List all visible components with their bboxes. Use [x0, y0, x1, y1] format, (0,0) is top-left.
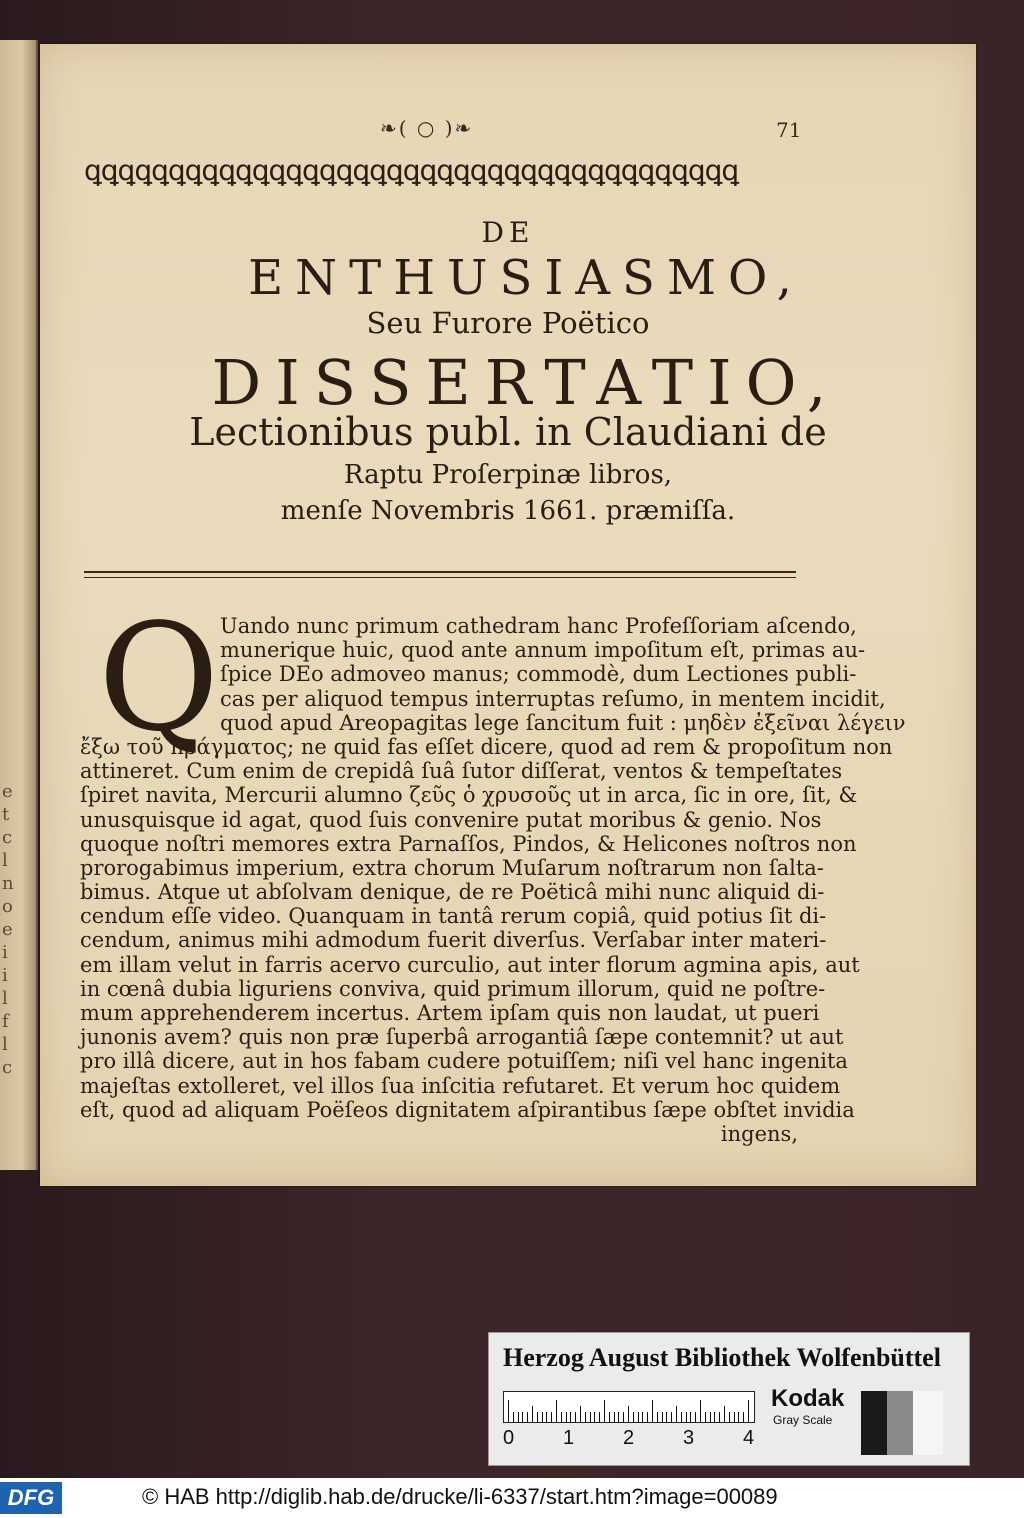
body-line: mum apprehenderem incertus. Artem ipſam quis non laudat, ut pueri: [80, 1001, 820, 1025]
body-line: ἔξω τοῦ πράγματος; ne quid fas eſſet dicere, quod ad rem & propoſitum non: [80, 734, 893, 759]
ruler-tick: [642, 1412, 643, 1422]
ruler-tick: [714, 1412, 715, 1422]
ornament-band: ꝗꝗꝗꝗꝗꝗꝗꝗꝗꝗꝗꝗꝗꝗꝗꝗꝗꝗꝗꝗꝗꝗꝗꝗꝗꝗꝗꝗꝗꝗꝗꝗꝗꝗꝗꝗꝗꝗꝗ: [84, 154, 739, 187]
ruler-tick: [590, 1412, 591, 1422]
body-line: ingens,: [720, 1121, 798, 1146]
ruler-tick: [614, 1412, 615, 1422]
body-line: unusquisque id agat, quod ſuis convenire putat moribus & genio. Nos: [80, 807, 822, 832]
ruler-tick: [695, 1412, 696, 1422]
title-mense: menſe Novembris 1661. præmiſſa.: [280, 496, 736, 526]
ruler-tick: [618, 1412, 619, 1422]
body-line: Uando nunc primum cathedram hanc Profeſſoriam aſcendo,: [220, 614, 857, 638]
ruler-tick: [556, 1400, 557, 1422]
facing-page-margin-letters: [2, 780, 16, 1079]
body-line: quoque noſtri memores extra Parnaſſos, Pindos, & Helicones noſtros non: [80, 831, 857, 856]
margin-letter: f: [2, 1011, 9, 1032]
ruler-tick: [705, 1412, 706, 1422]
ruler-tick: [638, 1412, 639, 1422]
ruler-tick: [594, 1412, 595, 1422]
margin-letter: e: [2, 781, 13, 802]
margin-letter: n: [2, 873, 14, 894]
ruler-tick: [633, 1412, 634, 1422]
ruler-tick: [666, 1412, 667, 1422]
ruler-tick: [532, 1406, 533, 1422]
ruler-tick: [734, 1412, 735, 1422]
ruler-tick: [700, 1400, 701, 1422]
body-line: pro illâ dicere, aut in hos fabam cudere potuiſſem; niſi vel hanc ingenita: [80, 1049, 848, 1074]
margin-letter: c: [2, 1057, 13, 1078]
ruler-tick: [561, 1412, 562, 1422]
book-page: [40, 44, 976, 1186]
footer-bar: [0, 1478, 1024, 1518]
facing-page-edge: [0, 40, 38, 1170]
ruler-tick: [729, 1412, 730, 1422]
body-line: in cœnâ dubia liguriens conviva, quid primum illorum, quid ne poſtre-: [80, 976, 826, 1001]
title-seu-furore: Seu Furore Poëtico: [366, 306, 650, 340]
margin-letter: l: [2, 988, 8, 1009]
title-divider-rule: [84, 571, 796, 578]
ruler-tick: [662, 1412, 663, 1422]
ruler-number: 1: [563, 1427, 575, 1449]
ruler-tick: [676, 1406, 677, 1422]
scale-ruler: [503, 1391, 755, 1423]
margin-letter: l: [2, 1034, 8, 1055]
gray-swatch-mid: [887, 1391, 913, 1455]
margin-letter: i: [2, 942, 8, 963]
ruler-number: 2: [623, 1427, 635, 1449]
ruler-tick: [513, 1412, 514, 1422]
gray-swatch-white: [913, 1391, 943, 1455]
card-title: Herzog August Bibliothek Wolfenbüttel: [503, 1343, 941, 1372]
ruler-tick: [585, 1412, 586, 1422]
ruler-tick: [546, 1412, 547, 1422]
ruler-tick: [719, 1412, 720, 1422]
body-line: eſt, quod ad aliquam Poëſeos dignitatem aſpirantibus ſæpe obſtet invidia: [80, 1097, 855, 1122]
margin-letter: i: [2, 965, 8, 986]
page-number: 71: [776, 118, 802, 142]
ruler-tick: [527, 1412, 528, 1422]
title-dissertatio: DISSERTATIO,: [211, 346, 841, 419]
body-line: quod apud Areopagitas lege ſancitum fuit : μηδὲν ἐξεῖναι λέγειν: [220, 710, 906, 735]
ruler-tick: [570, 1412, 571, 1422]
ruler-tick: [551, 1412, 552, 1422]
ruler-tick: [609, 1412, 610, 1422]
margin-letter: e: [2, 919, 13, 940]
title-de: DE: [481, 216, 535, 249]
body-line: ſpiret navita, Mercurii alumno ζεῦς ὁ χρυσοῦς ut in arca, ſic in ore, ſit, &: [80, 783, 858, 808]
ruler-tick: [647, 1412, 648, 1422]
ruler-tick: [690, 1412, 691, 1422]
body-line: cendum, animus mihi admodum fuerit diverſus. Verſabar inter materi-: [80, 928, 827, 953]
running-head-ornament: ❧( ○ )❧: [380, 116, 474, 140]
ruler-tick: [671, 1412, 672, 1422]
body-line: munerique huic, quod ante annum impoſitum eſt, primas au-: [220, 638, 866, 663]
ruler-tick: [537, 1412, 538, 1422]
body-line: junonis avem? quis non præ ſuperbâ arrogantiâ ſæpe contemnit? ut aut: [80, 1025, 844, 1050]
kodak-brand: Kodak: [771, 1385, 845, 1412]
margin-letter: o: [2, 896, 13, 917]
margin-letter: t: [2, 804, 10, 825]
ruler-tick: [628, 1406, 629, 1422]
ruler-number: 4: [743, 1427, 755, 1449]
ruler-tick: [575, 1412, 576, 1422]
ruler-tick: [724, 1406, 725, 1422]
ruler-tick: [566, 1412, 567, 1422]
margin-letter: l: [2, 850, 8, 871]
ruler-tick: [686, 1412, 687, 1422]
body-line: em illam velut in farris acervo curculio, aut inter florum agmina apis, aut: [80, 952, 860, 977]
ruler-tick: [748, 1400, 749, 1422]
ruler-tick: [681, 1412, 682, 1422]
body-line: cendum eſſe video. Quanquam in tantâ rerum copiâ, quid potius ſit di-: [80, 904, 827, 929]
body-line: majeſtas extolleret, vel illos ſua inſcitia refutaret. Et verum hoc quidem: [80, 1073, 841, 1098]
body-line: bimus. Atque ut abſolvam denique, de re Poëticâ mihi nunc aliquid di-: [80, 880, 825, 905]
ruler-tick: [710, 1412, 711, 1422]
drop-cap: Q: [98, 592, 220, 764]
ruler-tick: [580, 1406, 581, 1422]
title-lectionibus: Lectionibus publ. in Claudiani de: [189, 410, 827, 454]
copyright-link[interactable]: © HAB http://diglib.hab.de/drucke/li-6337/start.htm?image=00089: [142, 1484, 778, 1509]
ruler-tick: [542, 1412, 543, 1422]
ruler-number: 3: [683, 1427, 695, 1449]
color-calibration-card: [488, 1332, 970, 1466]
ruler-tick: [743, 1412, 744, 1422]
title-raptu: Raptu Proſerpinæ libros,: [343, 460, 673, 490]
body-line: cas per aliquod tempus interruptas reſumo, in mentem incidit,: [220, 686, 886, 711]
ruler-number: 0: [503, 1427, 515, 1449]
dfg-logo: DFG: [0, 1482, 62, 1514]
ruler-tick: [657, 1412, 658, 1422]
ruler-tick: [623, 1412, 624, 1422]
ruler-tick: [652, 1400, 653, 1422]
margin-letter: c: [2, 827, 13, 848]
ruler-tick: [738, 1412, 739, 1422]
body-line: attineret. Cum enim de crepidâ ſuâ ſutor diſſerat, ventos & tempeſtates: [80, 759, 843, 784]
body-text: [80, 614, 906, 1146]
ruler-tick: [518, 1412, 519, 1422]
ruler-tick: [508, 1400, 509, 1422]
body-line: prorogabimus imperium, extra chorum Muſarum noſtrarum non ſalta-: [80, 855, 824, 880]
ruler-tick: [599, 1412, 600, 1422]
gray-swatch-black: [861, 1391, 887, 1455]
ruler-tick: [522, 1412, 523, 1422]
title-enthusiasmo: ENTHUSIASMO,: [248, 250, 804, 306]
body-line: ſpice DEo admoveo manus; commodè, dum Lectiones publi-: [220, 662, 857, 687]
gray-scale-label: Gray Scale: [773, 1413, 833, 1427]
ruler-tick: [604, 1400, 605, 1422]
